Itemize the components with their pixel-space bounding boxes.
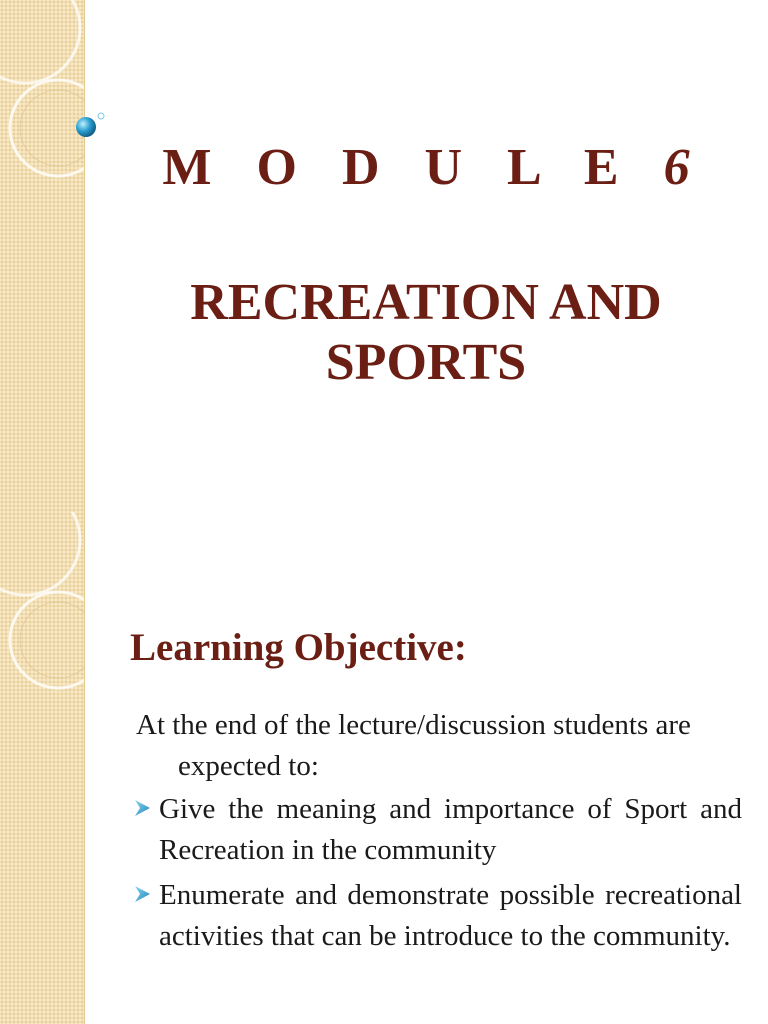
arrow-bullet-icon (134, 885, 152, 903)
topic-title (84, 273, 768, 393)
arrow-bullet-icon (134, 799, 152, 817)
circle-ornament-icon (0, 512, 84, 752)
objective-item (136, 789, 742, 871)
topic-title-line-2: SPORTS (325, 334, 527, 391)
module-number: 6 (663, 139, 690, 196)
objective-item (136, 875, 742, 957)
objective-text: Enumerate and demonstrate possible recreational activities that can be introduce to the community. (159, 879, 742, 952)
objectives-slide (0, 512, 768, 1024)
objective-text: Give the meaning and importance of Sport and Recreation in the community (159, 793, 742, 866)
module-title (84, 138, 768, 198)
objectives-body (136, 705, 742, 961)
module-title-text: M O D U L E (162, 139, 635, 196)
topic-title-line-1: RECREATION AND (190, 274, 662, 331)
objectives-heading: Learning Objective: (130, 626, 467, 669)
intro-text: At the end of the lecture/discussion students are expected to: (136, 709, 691, 782)
